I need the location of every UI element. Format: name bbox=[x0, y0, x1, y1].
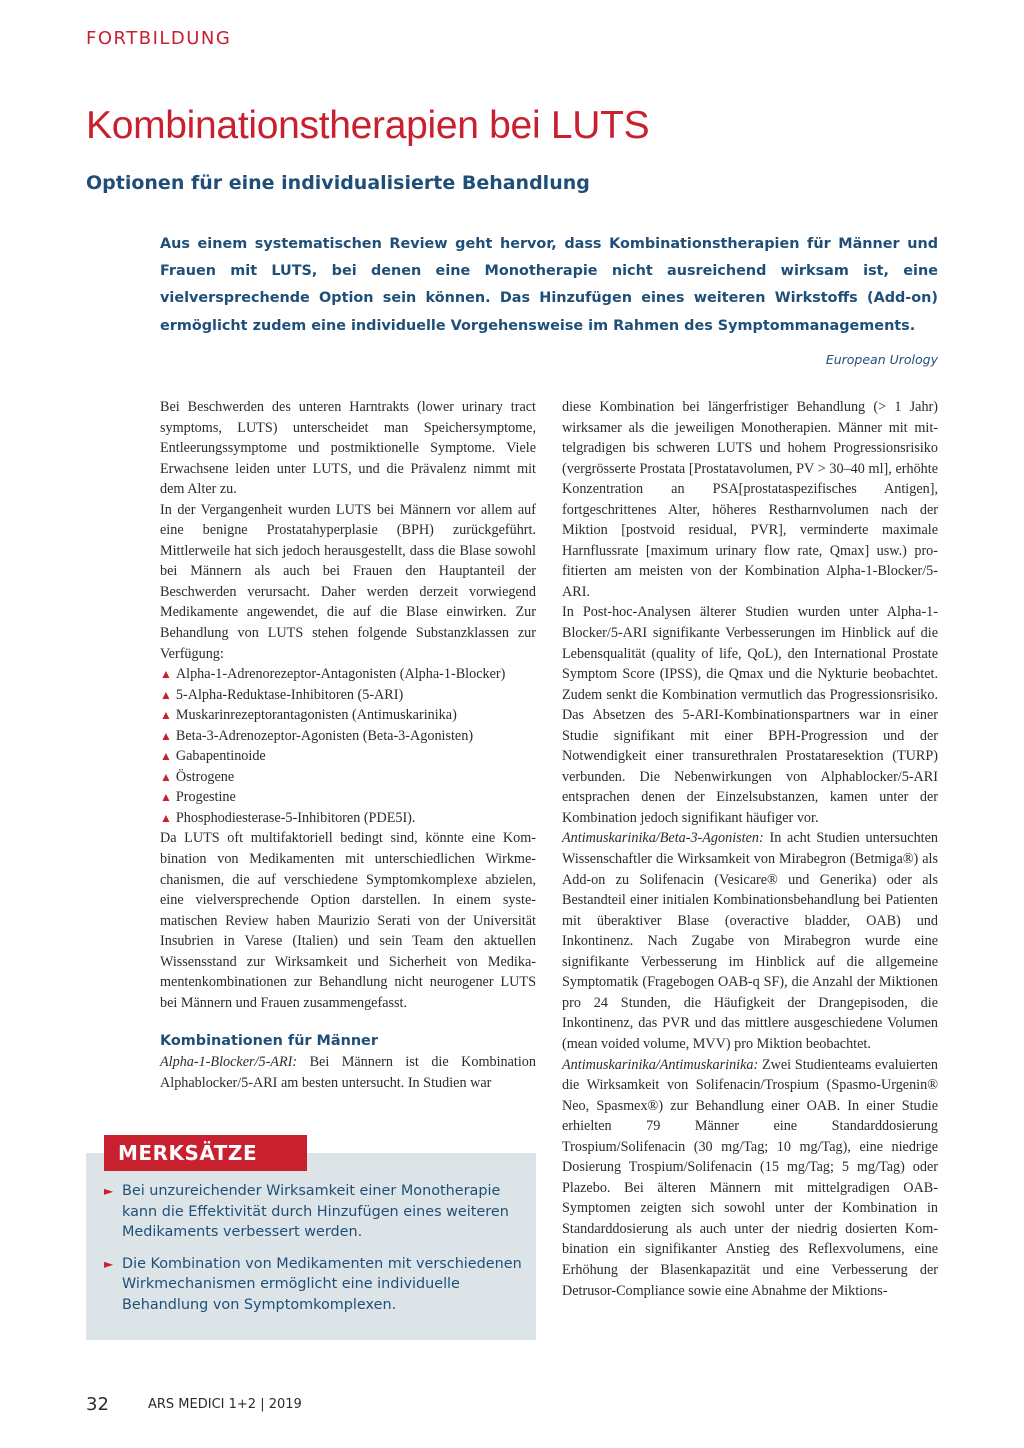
right-paragraph-1: diese Kombination bei längerfristiger Behandlung (> 1 Jahr) wirksamer als die jeweiligen Monotherapien. Männer mit mittelgradigen bis schweren LUTS und hohem Progressionsrisiko (vergrösserte Prostata [Prostatavolumen, PV > 30–40 ml], erhöhte Konzentration an PSA[prostataspezifisches Antigen], fortgeschrittenes Alter, höheres Restharnvolumen nach der Miktion [postvoid residual, PVR], verminderte maximale Harnflussrate [maximum urinary flow rate, Qmax] usw.) profitierten am meisten von der Kombination Alpha-1-Blocker/5-ARI. bbox=[562, 399, 938, 600]
subsection-label: Antimuskarinika/Antimuskarinika: bbox=[562, 1056, 759, 1073]
left-paragraph-3: Da LUTS oft multifaktoriell bedingt sind, könnte eine Kombination von Medikamenten mit unterschiedlichen Wirkmechanismen, die auf verschiedene Symptomkomplexe abzielen, eine vielversprechende Option darstellen. In einem systematischen Review haben Maurizio Serati von der Universität Insubrien in Varese (Italien) und sein Team den aktuellen Wissensstand zur Wirksamkeit und Sicherheit von Medikamentenkombinationen zur Behandlung nicht neurogener LUTS bei Männern und Frauen zusammengefasst. bbox=[160, 830, 536, 1011]
right-paragraph-3: Antimuskarinika/Beta-3-Agonisten: In acht Studien untersuchten Wissenschaftler die Wirksamkeit von Mirabegron (Betmiga®) als Add-on zu Solifenacin (Vesicare® und Generika) oder als Bestandteil einer initialen Kombinationsbehandlung bei Patienten mit überaktiver Blase (overactive bladder, OAB) und Inkontinenz. Nach Zugabe von Mirabegron wurde eine signifikante Verbesserung im Hinblick auf die allgemeine Symptomatik (Fragebogen OAB-q SF), die Anzahl der Miktionen pro 24 Stunden, die Häufigkeit der Drangepisoden, die Inkontinenz, das PVR und das mittlere ausgeschiedene Volumen (mean voided volume, MVV) pro Miktion beobachtet. bbox=[562, 830, 938, 1052]
key-points-heading: MERKSÄTZE bbox=[104, 1135, 307, 1171]
page-number: 32 bbox=[86, 1394, 109, 1415]
list-item: ▲ 5-Alpha-Reduktase-Inhibitoren (5-ARI) bbox=[160, 686, 404, 703]
list-item: ► Die Kombination von Medikamenten mit verschiedenen Wirkmechanismen ermöglicht eine individuelle Behandlung von Symptomkomplexen. bbox=[104, 1255, 522, 1313]
subsection-label: Alpha-1-Blocker/5-ARI: bbox=[160, 1053, 298, 1070]
right-paragraph-2: In Post-hoc-Analysen älterer Studien wurden unter Alpha-1-Blocker/5-ARI signifikante Verbesserungen im Hinblick auf die Lebensqualität (quality of life, QoL), den International Prostate Symptom Score (IPSS), die Qmax und die Nykturie beobachtet. Zudem senkt die Kombination vermutlich das Progressionsrisiko. Das Absetzen des 5-ARI-Kombinationspartners war in einer Studie signifikant mit einer BPH-Progression und der Notwendigkeit einer transurethralen Prostataresektion (TURP) verbunden. Die Nebenwirkungen von Alphablocker/5-ARI entsprachen denen der Einzelsubstanzen, kamen unter der Kombination jedoch signifikant häufiger vor. bbox=[562, 604, 938, 826]
list-item: ▲ Gabapentinoide bbox=[160, 748, 266, 765]
list-item: ▲ Phosphodiesterase-5-Inhibitoren (PDE5I). bbox=[160, 809, 416, 826]
journal-name: ARS MEDICI 1+2 | 2019 bbox=[148, 1397, 302, 1412]
left-paragraph-4: Alpha-1-Blocker/5-ARI: Bei Männern ist die Kombination Alphablocker/5-ARI am besten untersucht. In Studien war bbox=[160, 1053, 536, 1091]
list-item: ▲ Beta-3-Adrenozeptor-Agonisten (Beta-3-Agonisten) bbox=[160, 727, 474, 744]
article-source: European Urology bbox=[825, 352, 938, 367]
list-item: ▲ Östrogene bbox=[160, 768, 235, 785]
triangle-bullet-icon: ▲ bbox=[160, 749, 172, 764]
left-paragraph-2: In der Vergangenheit wurden LUTS bei Männern vor allem auf eine benigne Prostatahyperplasie (BPH) zurückgeführt. Mittlerweile hat sich jedoch herausgestellt, dass die Blase sowohl bei Männern als auch bei Frauen den Hauptanteil der Beschwerden verursacht. Daher werden derzeit vorwiegend Medikamente angewendet, die auf die Blase einwirken. Zur Behandlung von LUTS stehen folgende Substanzklassen zur Verfügung: bbox=[160, 501, 536, 662]
triangle-bullet-icon: ▲ bbox=[160, 769, 172, 784]
subsection-label: Antimuskarinika/Beta-3-Agonisten: bbox=[562, 830, 764, 847]
section-heading-men: Kombinationen für Männer bbox=[160, 1033, 378, 1050]
list-item: ▲ Alpha-1-Adrenorezeptor-Antagonisten (Alpha-1-Blocker) bbox=[160, 666, 506, 683]
triangle-bullet-icon: ▲ bbox=[160, 810, 172, 825]
substance-class-list bbox=[160, 664, 536, 828]
triangle-bullet-icon: ▲ bbox=[160, 728, 172, 743]
section-label: FORTBILDUNG bbox=[86, 28, 232, 49]
triangle-bullet-icon: ▲ bbox=[160, 708, 172, 723]
arrow-bullet-icon: ► bbox=[104, 1184, 114, 1198]
triangle-bullet-icon: ▲ bbox=[160, 667, 172, 682]
right-column bbox=[562, 397, 938, 1301]
right-paragraph-4: Antimuskarinika/Antimuskarinika: Zwei Studienteams evaluierten die Wirksamkeit von Solifenacin/Trospium (Spasmo-Urgenin® Neo, Spasmex®) zur Behandlung einer OAB. In einer Studie erhielten 79 Männer eine Standarddosierung Trospium/Solifenacin (30 mg/Tag; 10 mg/Tag), eine niedrige Dosierung Trospium/Solifenacin (15 mg/Tag; 5 mg/Tag) oder Plazebo. Bei älteren Männern mit mittelgradigen OAB-Symptomen zeigten sich sowohl unter der Kombination in Standarddosierung als auch unter der niedrig dosierten Kombination ein signifikanter Anstieg des Reflexvolumens, eine Erhöhung der Blasenkapazität und eine Verbesserung der Detrusor-Compliance sowie eine Abnahme der Miktions- bbox=[562, 1056, 938, 1299]
list-item: ► Bei unzureichender Wirksamkeit einer Monotherapie kann die Effektivität durch Hinzufügen eines weiteren Medikaments verbessert werden. bbox=[104, 1183, 509, 1240]
article-subtitle: Optionen für eine individualisierte Behandlung bbox=[86, 172, 590, 194]
article-lead: Aus einem systematischen Review geht hervor, dass Kombinationstherapien für Männer und Frauen mit LUTS, bei denen eine Monotherapie nicht ausreichend wirksam ist, eine vielversprechende Option sein können. Das Hinzufügen eines weiteren Wirkstoffs (Add-on) ermöglicht zudem eine individuelle Vorgehensweise im Rahmen des Symptommanagements. bbox=[160, 236, 938, 334]
list-item: ▲ Muskarinrezeptorantagonisten (Antimuskarinika) bbox=[160, 707, 457, 724]
left-column bbox=[160, 397, 536, 1093]
triangle-bullet-icon: ▲ bbox=[160, 687, 172, 702]
list-item: ▲ Progestine bbox=[160, 789, 236, 806]
key-points-list bbox=[104, 1181, 524, 1326]
article-title: Kombinationstherapien bei LUTS bbox=[86, 104, 650, 147]
triangle-bullet-icon: ▲ bbox=[160, 790, 172, 805]
arrow-bullet-icon: ► bbox=[104, 1256, 114, 1271]
left-paragraph-1: Bei Beschwerden des unteren Harntrakts (lower urinary tract symptoms, LUTS) unterscheidet man Speichersymptome, Entleerungssymptome und postmiktionelle Symptome. Viele Erwachsene leiden unter LUTS, und die Prävalenz nimmt mit dem Alter zu. bbox=[160, 399, 536, 498]
